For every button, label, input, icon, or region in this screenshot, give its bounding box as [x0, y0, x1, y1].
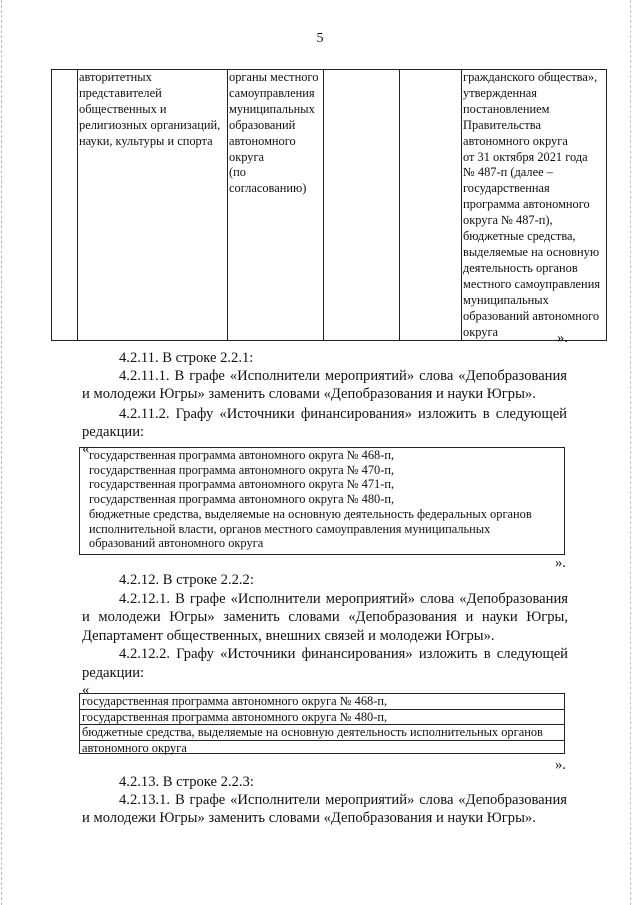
paragraph-line: Департамент общественных, внешних связей и молодежи Югры». — [82, 628, 495, 644]
table-cell-empty — [324, 70, 400, 341]
table-cell-funding: гражданского общества», утвержденная постановлением Правительства автономного округа от 31 октября 2021 года № 487-п (далее – государственная программа автономного округа № 487-п), бюджетные средства, выделяемые на основную деятельность органов местного самоуправления муниципальных образований автономного округа — [462, 70, 607, 341]
table-row — [52, 70, 607, 341]
paragraph-line: редакции: — [82, 424, 145, 440]
funding-line: государственная программа автономного округа № 468-п, — [80, 694, 564, 710]
table-cell-empty — [52, 70, 78, 341]
funding-line: государственная программа автономного округа № 480-п, — [80, 710, 564, 726]
closing-quote: ». — [555, 555, 566, 571]
funding-line: автономного округа — [82, 741, 187, 756]
opening-quote: « — [82, 441, 90, 457]
funding-line: государственная программа автономного округа № 470-п, — [89, 462, 395, 477]
paragraph-line: 4.2.11.1. В графе «Исполнители мероприятий» слова «Депобразования — [119, 368, 567, 384]
section-heading: 4.2.12. В строке 2.2.2: — [119, 572, 254, 588]
opening-quote: « — [82, 682, 90, 698]
continued-table — [51, 69, 607, 341]
funding-box — [79, 693, 565, 754]
paragraph-line: и молодежи Югры» заменить словами «Депобразования и науки Югры». — [82, 810, 536, 826]
section-heading: 4.2.13. В строке 2.2.3: — [119, 774, 254, 790]
funding-line: бюджетные средства, выделяемые на основную деятельность исполнительных органов — [80, 725, 564, 741]
paragraph-line: и молодежи Югры» заменить словами «Депобразования и науки Югры». — [82, 386, 536, 402]
table-cell-executors: органы местного самоуправления муниципальных образований автономного округа (по согласованию) — [228, 70, 324, 341]
funding-line: государственная программа автономного округа № 480-п, — [89, 492, 395, 507]
paragraph-line: 4.2.11.2. Графу «Источники финансирования» изложить в следующей — [119, 406, 567, 422]
scan-right-edge — [630, 0, 632, 905]
paragraph-line: 4.2.12.2. Графу «Источники финансирования» изложить в следующей — [119, 646, 568, 662]
funding-box — [79, 447, 565, 555]
closing-quote: ». — [555, 757, 566, 773]
section-heading: 4.2.11. В строке 2.2.1: — [119, 350, 254, 366]
closing-quote: ». — [557, 330, 568, 346]
funding-line: государственная программа автономного округа № 471-п, — [89, 477, 395, 492]
table-cell-empty — [400, 70, 462, 341]
table-cell-participants: авторитетных представителей общественных и религиозных организаций, науки, культуры и спорта — [78, 70, 228, 341]
paragraph-line: редакции: — [82, 665, 145, 681]
paragraph-line: 4.2.12.1. В графе «Исполнители мероприятий» слова «Депобразования — [119, 591, 568, 607]
funding-line: государственная программа автономного округа № 468-п, — [89, 448, 395, 462]
funding-line: бюджетные средства, выделяемые на основную деятельность федеральных органов — [89, 506, 532, 521]
scan-left-edge — [1, 0, 3, 905]
paragraph-line: 4.2.13.1. В графе «Исполнители мероприятий» слова «Депобразования — [119, 792, 567, 808]
funding-line: исполнительной власти, органов местного самоуправления муниципальных — [89, 521, 491, 536]
page-number: 5 — [316, 31, 324, 46]
funding-line: образований автономного округа — [89, 536, 264, 551]
paragraph-line: и молодежи Югры» заменить словами «Депобразования и науки Югры, — [82, 609, 568, 625]
